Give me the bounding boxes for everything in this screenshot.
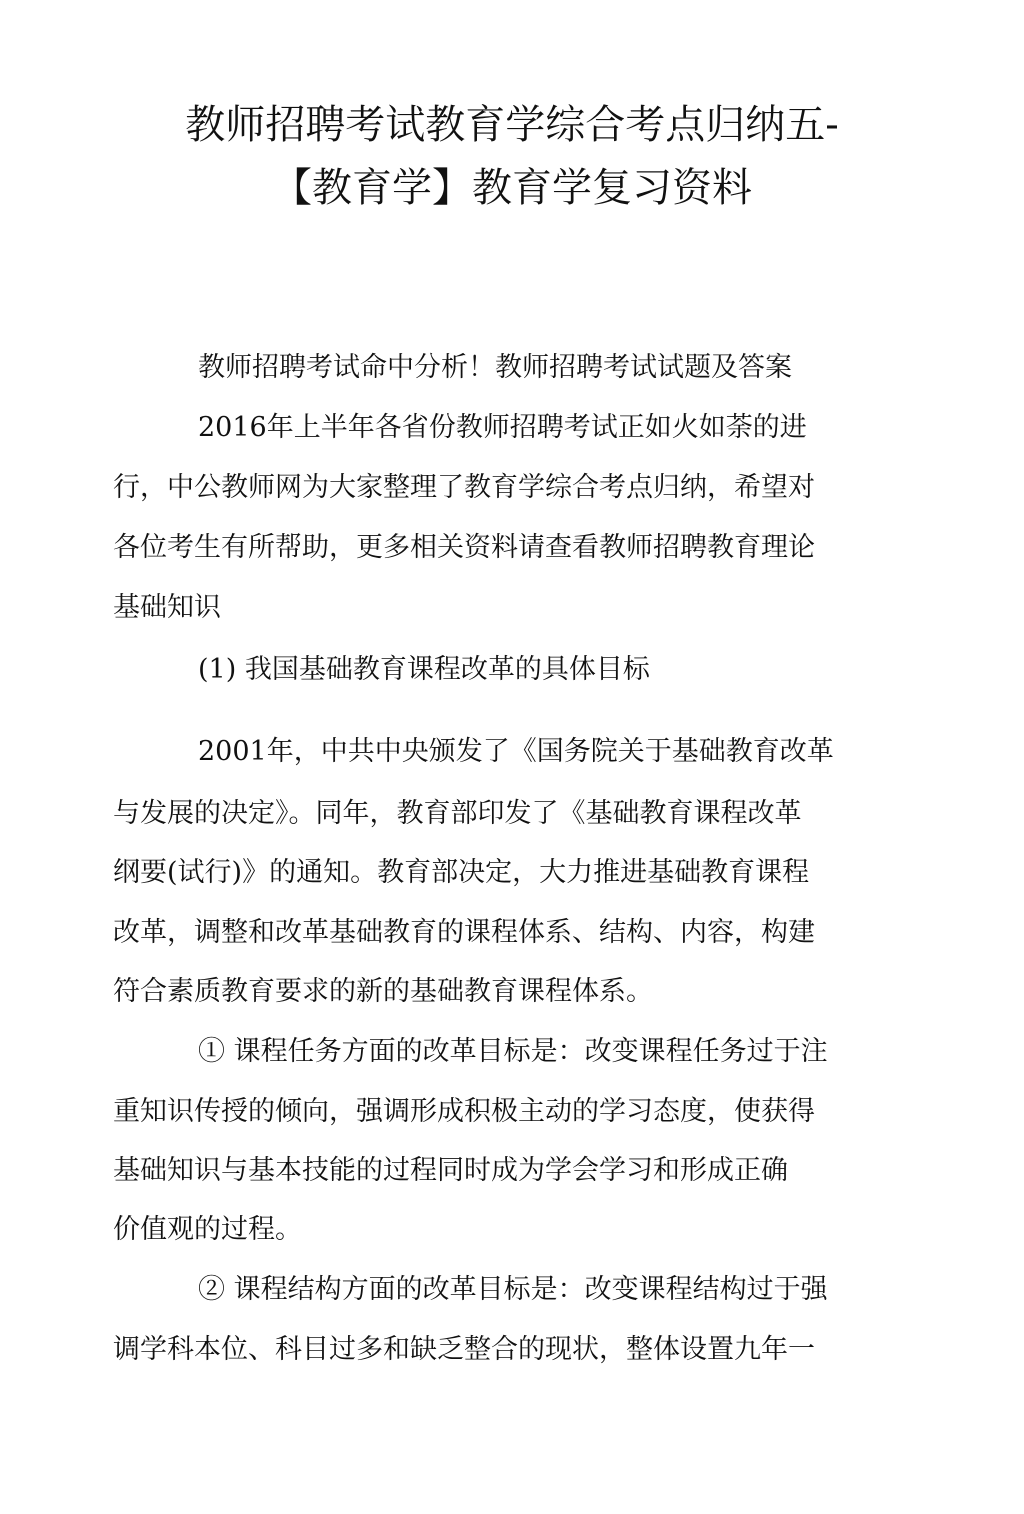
subtitle: 教师招聘考试命中分析！教师招聘考试试题及答案 <box>198 352 792 383</box>
intro-line: 行，中公教师网为大家整理了教育学综合考点归纳，希望对 <box>113 472 815 503</box>
paragraph-line: 改革，调整和改革基础教育的课程体系、结构、内容，构建 <box>113 917 815 948</box>
list-item-line: ② 课程结构方面的改革目标是：改变课程结构过于强 <box>198 1274 828 1305</box>
list-item-line: ① 课程任务方面的改革目标是：改变课程任务过于注 <box>198 1036 828 1067</box>
list-item-line: 价值观的过程。 <box>113 1214 302 1245</box>
paragraph-line: 与发展的决定》。同年，教育部印发了《基础教育课程改革 <box>113 798 802 829</box>
document-title-line-2: 【教育学】教育学复习资料 <box>272 165 752 211</box>
intro-line: 2016年上半年各省份教师招聘考试正如火如荼的进 <box>198 412 807 443</box>
intro-line: 基础知识 <box>113 592 221 623</box>
intro-line: 各位考生有所帮助，更多相关资料请查看教师招聘教育理论 <box>113 532 815 563</box>
paragraph-line: 2001年，中共中央颁发了《国务院关于基础教育改革 <box>198 736 834 767</box>
list-item-line: 重知识传授的倾向，强调形成积极主动的学习态度，使获得 <box>113 1096 815 1127</box>
list-item-line: 调学科本位、科目过多和缺乏整合的现状，整体设置九年一 <box>113 1334 815 1365</box>
paragraph-line: 符合素质教育要求的新的基础教育课程体系。 <box>113 976 653 1007</box>
list-item-line: 基础知识与基本技能的过程同时成为学会学习和形成正确 <box>113 1155 788 1186</box>
document-title-line-1: 教师招聘考试教育学综合考点归纳五- <box>185 102 839 148</box>
section-heading: (1) 我国基础教育课程改革的具体目标 <box>198 654 650 685</box>
paragraph-line: 纲要(试行)》的通知。教育部决定，大力推进基础教育课程 <box>113 857 810 888</box>
